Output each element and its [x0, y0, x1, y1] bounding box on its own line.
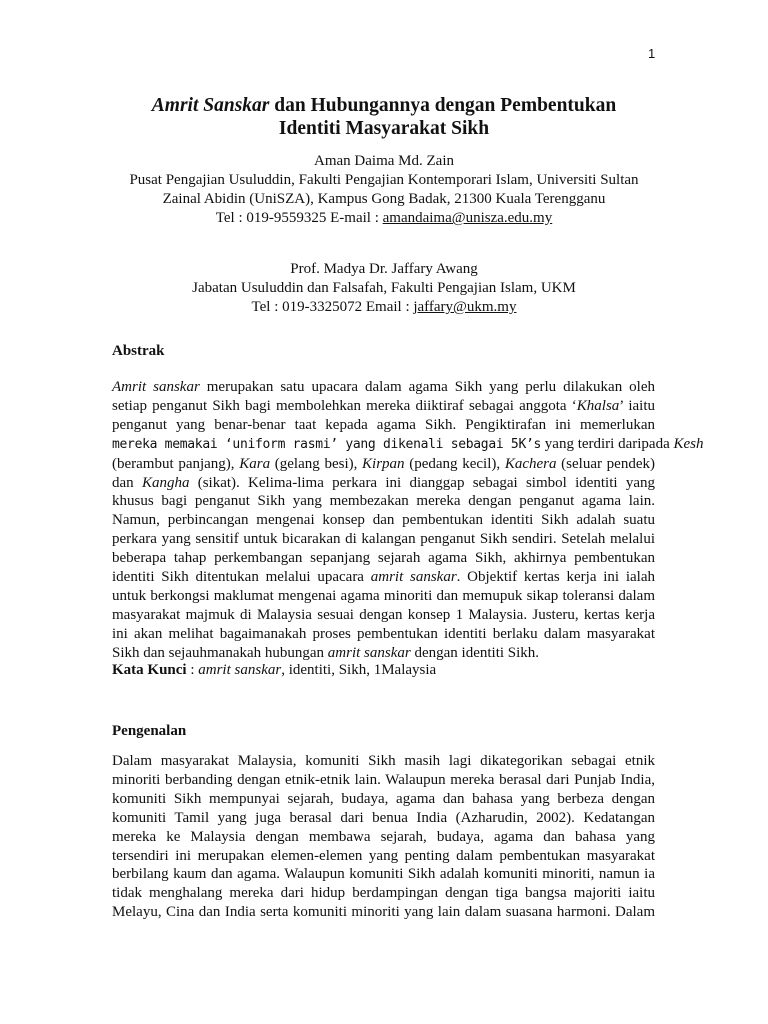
abstract-term: amrit sanskar: [327, 644, 411, 661]
introduction-line: tersendiri ini merupakan elemen-elemen yang penting dalam pembentukan masyarakat: [112, 847, 655, 864]
author-1-block: [0, 152, 768, 228]
introduction-body: [112, 752, 655, 922]
introduction-line: komuniti Tamil yang juga berasal dari benua India (Azharudin, 2002). Kedatangan: [112, 809, 655, 826]
abstract-term: Khalsa: [576, 397, 620, 414]
abstract-line: [112, 474, 655, 493]
abstract-line: [112, 568, 655, 587]
abstract-text: merupakan satu upacara dalam agama Sikh yang perlu dilakukan oleh: [199, 379, 655, 395]
abstract-term: amrit sanskar: [370, 569, 457, 586]
abstract-term: Kirpan: [362, 455, 405, 472]
title-line2: Identiti Masyarakat Sikh: [278, 118, 490, 139]
page-number: 1: [648, 46, 656, 61]
abstract-text: identiti Sikh ditentukan melalui upacara: [112, 569, 371, 586]
abstract-line: [112, 435, 704, 455]
introduction-line: mereka ke Malaysia dengan membawa sejarah, budaya, agama dan bahasa yang: [112, 828, 655, 845]
abstract-line: masyarakat majmuk di Malaysia sesuai dengan konsep 1 Malaysia. Justeru, kertas kerja: [112, 606, 655, 623]
author-1-affiliation-1: Pusat Pengajian Usuluddin, Fakulti Pengajian Kontemporari Islam, Universiti Sultan: [129, 172, 639, 188]
abstract-text: (pedang kecil),: [404, 455, 505, 472]
abstract-text: (seluar pendek): [556, 455, 655, 472]
author-2-contact-prefix: Tel : 019-3325072 Email :: [251, 299, 414, 315]
abstract-text: setiap penganut Sikh bagi membolehkan mereka diiktiraf sebagai anggota ‘: [112, 397, 577, 414]
abstract-text: (sikat). Kelima-lima perkara ini dianggap sebagai simbol identiti yang: [189, 474, 655, 491]
introduction-line: berbilang kaum dan agama. Walaupun komuniti Sikh adalah komuniti minoriti, namun ia: [112, 866, 655, 883]
author-1-email-link[interactable]: amandaima@unisza.edu.my: [382, 210, 553, 226]
abstract-text: dan: [112, 474, 142, 491]
abstract-line: beberapa tahap perkembangan sepanjang sejarah agama Sikh, akhirnya pembentukan: [112, 550, 655, 567]
abstract-text: (gelang besi),: [270, 455, 363, 472]
author-1-affiliation-2: Zainal Abidin (UniSZA), Kampus Gong Badak, 21300 Kuala Terengganu: [162, 191, 606, 207]
abstract-line: [112, 397, 655, 416]
abstract-text: . Objektif kertas kerja ini ialah: [456, 569, 655, 586]
author-2-name: Prof. Madya Dr. Jaffary Awang: [290, 261, 478, 277]
introduction-line: Dalam masyarakat Malaysia, komuniti Sikh masih lagi dikategorikan sebagai etnik: [112, 753, 655, 769]
introduction-line: komuniti Sikh mempunyai sejarah, budaya, agama dan bahasa yang berbeza dengan: [112, 790, 655, 807]
abstract-term: Kachera: [504, 455, 557, 472]
keywords-label: Kata Kunci: [112, 662, 187, 678]
introduction-heading: Pengenalan: [112, 723, 187, 739]
abstract-line: perkara yang sensitif untuk bicarakan di kalangan penganut Sikh sendiri. Setelah melalui: [112, 531, 655, 548]
introduction-line: minoriti berbanding dengan etnik-etnik lain. Walaupun mereka berasal dari Punjab India,: [112, 771, 655, 788]
abstract-line: Namun, perbincangan mengenai konsep dan pembentukan identiti Sikh adalah suatu: [112, 512, 655, 529]
author-2-affiliation: Jabatan Usuluddin dan Falsafah, Fakulti Pengajian Islam, UKM: [192, 280, 576, 296]
author-2-block: [0, 260, 768, 317]
keywords-separator: :: [186, 662, 199, 678]
abstract-line: khusus bagi penganut Sikh yang membezakan mereka dengan penganut agama lain.: [112, 493, 655, 510]
keywords-rest: , identiti, Sikh, 1Malaysia: [281, 662, 437, 678]
abstract-text: dengan identiti Sikh.: [410, 644, 540, 661]
abstract-line: [112, 644, 655, 663]
abstract-line: untuk berkongsi maklumat mengenai agama minoriti dan memupuk sikap toleransi dalam: [112, 587, 655, 604]
author-1-contact: [0, 209, 768, 228]
abstract-text: ’ iaitu: [619, 397, 655, 414]
abstract-term: Amrit sanskar: [112, 379, 200, 395]
title-line1: dan Hubungannya dengan Pembentukan: [269, 95, 617, 116]
abstract-text: (berambut panjang),: [112, 455, 240, 472]
keywords-line: [112, 662, 436, 679]
author-1-contact-prefix: Tel : 019-9559325 E-mail :: [215, 210, 383, 226]
introduction-line: Melayu, Cina dan India serta komuniti minoriti yang lain dalam suasana harmoni. Dalam: [112, 904, 655, 921]
abstract-text: Sikh dan sejauhmanakah hubungan: [112, 644, 328, 661]
author-2-email-link[interactable]: jaffary@ukm.my: [413, 299, 517, 315]
abstract-text: mereka memakai ‘uniform rasmi’ yang dikenali sebagai 5K’s: [112, 436, 542, 452]
author-2-contact: [0, 298, 768, 317]
abstract-text: yang terdiri daripada: [541, 435, 674, 452]
author-1-name: Aman Daima Md. Zain: [314, 153, 454, 169]
abstract-heading: Abstrak: [112, 343, 165, 359]
abstract-term: Kangha: [141, 474, 190, 491]
abstract-body: [112, 378, 704, 663]
abstract-line: penganut yang benar-benar taat kepada agama Sikh. Pengiktirafan ini memerlukan: [112, 416, 655, 433]
abstract-line: [112, 378, 655, 397]
abstract-term: Kesh: [673, 435, 704, 452]
abstract-line: [112, 455, 655, 474]
keywords-term: amrit sanskar: [198, 662, 282, 678]
introduction-line: tidak menghalang mereka dari hidup berdampingan dengan tiga bangsa majoriti iaitu: [112, 885, 655, 902]
abstract-term: Kara: [239, 455, 271, 472]
title-italic: Amrit Sanskar: [151, 95, 270, 116]
abstract-line: ini akan melihat bagaimanakah proses pembentukan identiti berlaku dalam masyarakat: [112, 625, 655, 642]
paper-title: [0, 94, 768, 140]
